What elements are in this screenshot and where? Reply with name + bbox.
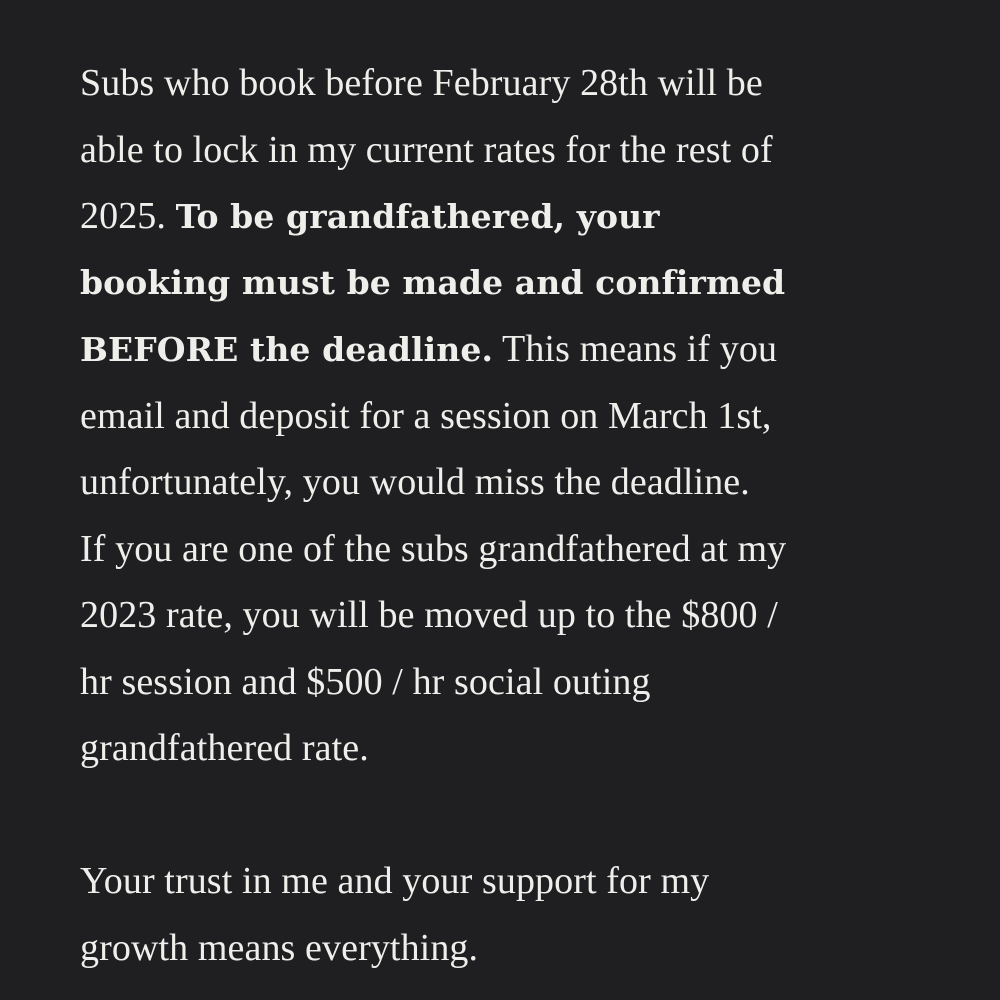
text-line: email and deposit for a session on March 1st, <box>80 394 772 437</box>
text-line: 2023 rate, you will be moved up to the $800 / <box>80 594 778 636</box>
text-line: hr session and $500 / hr social outing <box>80 660 651 703</box>
text-line: able to lock in my current rates for the rest of <box>80 128 773 171</box>
text-line: Your trust in me and your support for my <box>80 860 710 902</box>
text-line <box>80 183 940 250</box>
paragraph-spacer <box>80 782 940 849</box>
text-line: unfortunately, you would miss the deadline. <box>80 461 750 503</box>
text-line: grandfathered rate. <box>80 727 369 769</box>
paragraph-rates-deadline <box>80 50 940 782</box>
paragraph-closing <box>80 848 940 981</box>
text-line: growth means everything. <box>80 926 479 969</box>
text-bold: BEFORE the deadline. <box>80 330 494 369</box>
text-line: If you are one of the subs grandfathered at my <box>80 527 787 570</box>
text-regular: This means if you <box>493 328 778 370</box>
text-regular: 2025. <box>80 195 176 237</box>
text-line <box>80 316 940 383</box>
text-line-bold: booking must be made and confirmed <box>80 262 786 302</box>
text-bold: To be grandfathered, your <box>175 197 660 236</box>
text-line: Subs who book before February 28th will be <box>80 62 763 104</box>
